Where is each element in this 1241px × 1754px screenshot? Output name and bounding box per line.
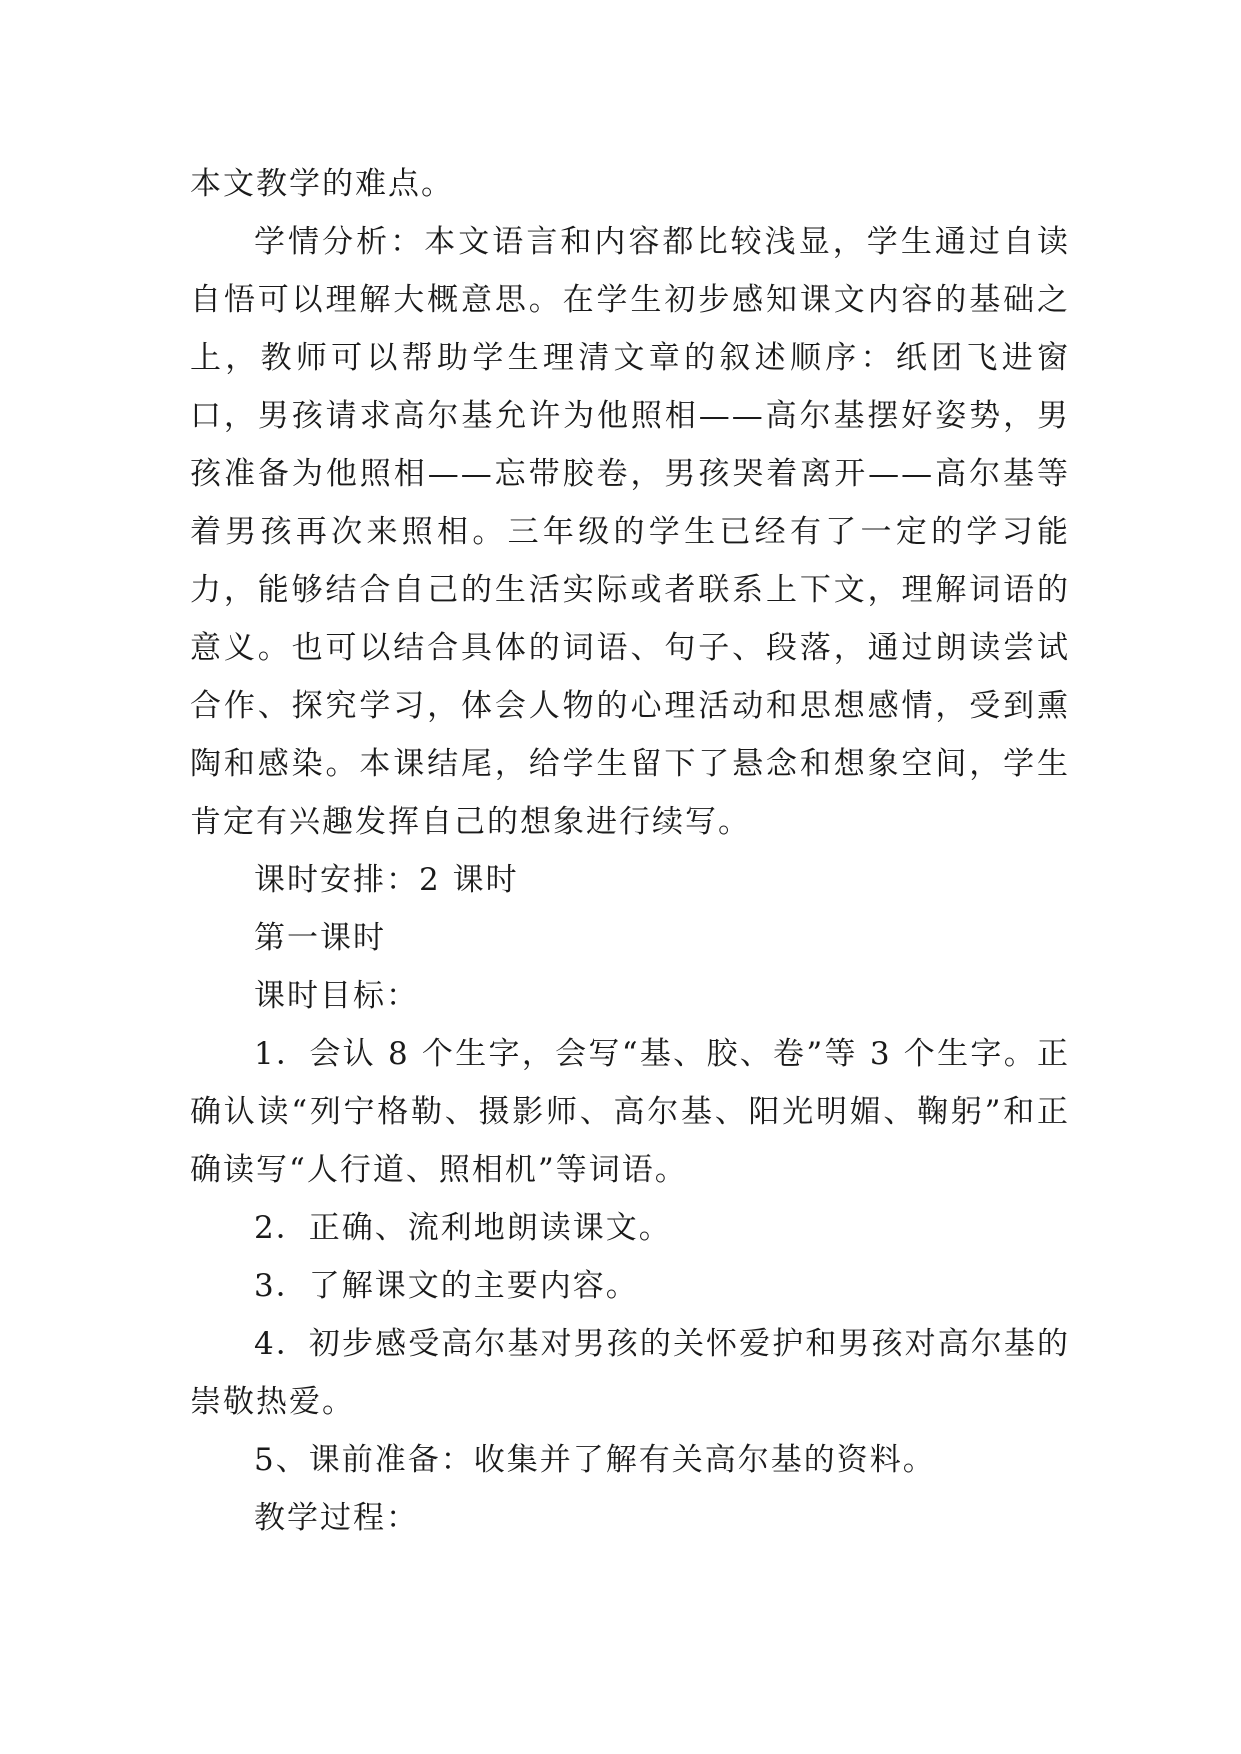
paragraph-first-lesson: 第一课时 [254, 920, 386, 956]
paragraph-intro: 本文教学的难点。 [190, 166, 454, 202]
paragraph-objectives-heading: 课时目标： [254, 978, 419, 1014]
paragraph-schedule: 课时安排：2 课时 [254, 862, 519, 898]
paragraph-process-heading: 教学过程： [254, 1500, 419, 1536]
paragraph-objective-3: 3．了解课文的主要内容。 [254, 1268, 639, 1304]
paragraph-objective-4: 4．初步感受高尔基对男孩的关怀爱护和男孩对高尔基的崇敬热爱。 [190, 1326, 1070, 1420]
paragraph-preparation: 5、课前准备：收集并了解有关高尔基的资料。 [254, 1442, 936, 1478]
paragraph-objective-2: 2．正确、流利地朗读课文。 [254, 1210, 672, 1246]
paragraph-learning-analysis: 学情分析：本文语言和内容都比较浅显，学生通过自读自悟可以理解大概意思。在学生初步感知课文内容的基础之上，教师可以帮助学生理清文章的叙述顺序：纸团飞进窗口，男孩请求高尔基允许为他照相——高尔基摆好姿势，男孩准备为他照相——忘带胶卷，男孩哭着离开——高尔基等着男孩再次来照相。三年级的学生已经有了一定的学习能力，能够结合自己的生活实际或者联系上下文，理解词语的意义。也可以结合具体的词语、句子、段落，通过朗读尝试合作、探究学习，体会人物的心理活动和思想感情，受到熏陶和感染。本课结尾，给学生留下了悬念和想象空间，学生肯定有兴趣发挥自己的想象进行续写。 [190, 224, 1070, 840]
paragraph-objective-1: 1．会认 8 个生字，会写“基、胶、卷”等 3 个生字。正确认读“列宁格勒、摄影师、高尔基、阳光明媚、鞠躬”和正确读写“人行道、照相机”等词语。 [190, 1036, 1070, 1188]
document-body [190, 155, 1070, 1547]
